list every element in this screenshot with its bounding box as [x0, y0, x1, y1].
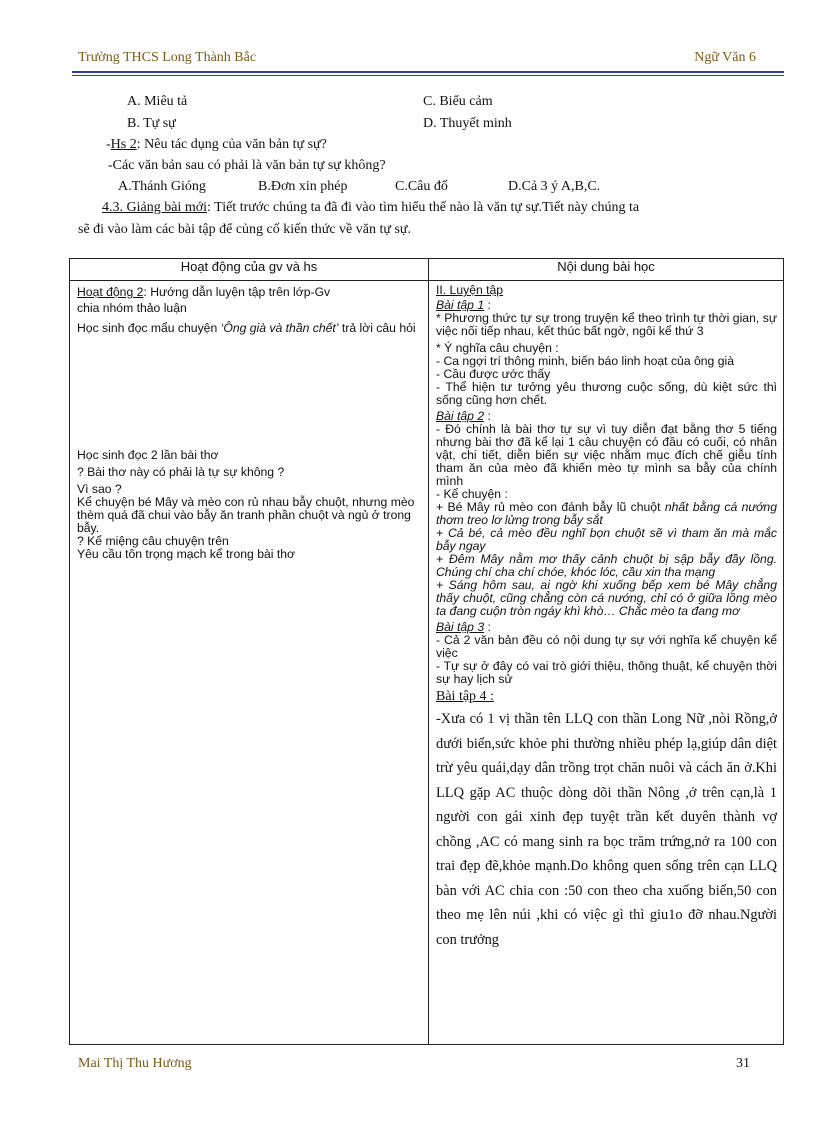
exercise-1-p4: - Cầu được ước thấy [436, 367, 551, 381]
author-name: Mai Thị Thu Hương [78, 1056, 192, 1071]
exercise-4-label: Bài tập 4 : [436, 689, 494, 704]
section-line2: sẽ đi vào làm các bài tập để củng cố kiến thức về văn tự sự. [78, 222, 411, 237]
exercise-2-p3-italic: nhất bằng cá nướng thơm treo lơ lửng trong bẫy sắt [436, 500, 777, 527]
read-story [77, 322, 422, 335]
activities-cell [70, 281, 429, 1045]
exercise-2-p3-text: + Bé Mây rủ mèo con đánh bẫy lũ chuột [436, 500, 665, 514]
exercise-1-p2: * Ý nghĩa câu chuyện : [436, 341, 559, 355]
part-heading: II. Luyện tập [436, 283, 504, 297]
option-b: B. Tự sự [127, 116, 176, 131]
read-poem: Học sinh đọc 2 lần bài thơ [77, 448, 219, 462]
lesson-table [69, 258, 784, 1045]
activity-2 [77, 286, 422, 299]
question-why: Vì sao ? [77, 482, 122, 496]
hs2-question: -Hs 2: Nêu tác dụng của văn bản tự sự? [106, 137, 327, 152]
exercise-2-p3 [436, 501, 777, 527]
header-activities: Hoạt động của gv và hs [70, 259, 429, 281]
exercise-1-p5: - Thể hiện tư tưởng yêu thương cuộc sống, dù kiệt sức thì sống cũng hơn chết. [436, 380, 777, 407]
retell-requirement: Yêu cầu tôn trọng mạch kể trong bài thơ [77, 547, 296, 561]
exercise-2-p2: - Kể chuyện : [436, 487, 508, 501]
question-retell: ? Kể miệng câu chuyện trên [77, 534, 229, 548]
option2-b: B.Đơn xin phép [258, 179, 348, 194]
activity-2-label: Hoạt động 2 [77, 285, 144, 299]
option-d: D. Thuyết minh [423, 116, 512, 131]
option2-a: A.Thánh Gióng [118, 179, 206, 194]
section-line1: : Tiết trước chúng ta đã đi vào tìm hiểu thế nào là văn tự sự.Tiết này chúng ta [207, 200, 640, 215]
section-label: 4.3. Giảng bài mới [102, 200, 207, 215]
option2-d: D.Cả 3 ý A,B,C. [508, 179, 601, 194]
header-rule-thin [72, 75, 784, 76]
exercise-2-p1: - Đó chính là bài thơ tự sự vì tuy diễn đạt bằng thơ 5 tiếng nhưng bài thơ đã kể lại 1 câu chuyện có đầu có cuối, có nhân vật, chi tiết, diễn biến sự việc nhằm mục đích chế giễu tính tham ăn của mèo đã khiến mèo tự mình sa bẫy của chính mình [436, 422, 777, 488]
exercise-2-p5: + Đêm Mây nằm mơ thấy cảnh chuột bị sập bẫy đầy lồng. Chúng chí cha chí chóe, khóc lóc, cầu xin tha mạng [436, 552, 777, 579]
exercise-3-p2: - Tự sự ở đây có vai trò giới thiệu, thông thuật, kể chuyện thời sự hay lịch sử [436, 659, 777, 686]
exercise-3-p1: - Cả 2 văn bản đều có nội dung tự sự với nghĩa kể chuyện kể việc [436, 633, 777, 660]
story-title: ‘Ông già và thần chết’ [220, 321, 339, 335]
read-story-pre: Học sinh đọc mẩu chuyện [77, 321, 221, 335]
exercise-1-p1: * Phương thức tự sự trong truyện kể theo trình tự thời gian, sự việc nối tiếp nhau, kết thúc bất ngờ, ngôi kể thứ 3 [436, 311, 777, 338]
exercise-2-label: Bài tập 2 [436, 409, 485, 423]
content-cell [429, 281, 784, 1045]
subject-name: Ngữ Văn 6 [694, 50, 756, 65]
school-name: Trường THCS Long Thành Bắc [78, 50, 257, 65]
page-header [78, 50, 784, 66]
exercise-2-p6: + Sáng hôm sau, ai ngờ khi xuống bếp xem bé Mây chẳng thấy chuột, cũng chẳng còn cá nướng, chỉ có ở giữa lồng mèo ta đang cuộn tròn ngáy khì khò… Chắc mèo ta đang mơ [436, 578, 777, 618]
question-poem: ? Bài thơ này có phải là tự sự không ? [77, 465, 285, 479]
page-footer [78, 1056, 750, 1072]
page-number: 31 [736, 1056, 750, 1071]
question-2: -Các văn bản sau có phải là văn bản tự sự không? [108, 158, 386, 173]
section-heading [102, 200, 639, 216]
activity-2-text: : Hướng dẫn luyện tập trên lớp-Gv [143, 285, 331, 299]
story-summary: Kể chuyện bé Mây và mèo con rủ nhau bẫy chuột, nhưng mèo thèm quá đã chui vào bẫy ăn tranh phần chuột và ngủ ở trong bẫy. [77, 495, 415, 535]
exercise-1-p3: - Ca ngợi trí thông minh, biến báo linh hoạt của ông già [436, 354, 734, 368]
option-c: C. Biểu cảm [423, 94, 493, 109]
exercise-3: Bài tập 3 : [436, 620, 491, 634]
activity-2-text2: chia nhóm thảo luận [77, 301, 187, 315]
exercise-3-label: Bài tập 3 [436, 620, 485, 634]
option-a: A. Miêu tả [127, 94, 188, 109]
header-content: Nội dung bài học [429, 259, 784, 281]
exercise-1: Bài tập 1 : [436, 298, 491, 312]
exercise-1-label: Bài tập 1 [436, 298, 485, 312]
exercise-2-p4: + Cả bé, cả mèo đều nghĩ bọn chuột sẽ vì tham ăn mà mắc bẫy ngay [436, 526, 777, 553]
header-rule-thick [72, 71, 784, 73]
option2-c: C.Câu đố [395, 179, 448, 194]
read-story-post: trả lời câu hỏi [341, 321, 416, 335]
hs2-text: : Nêu tác dụng của văn bản tự sự? [136, 137, 327, 152]
exercise-2: Bài tập 2 : [436, 409, 491, 423]
hs2-label: Hs 2 [110, 137, 137, 152]
exercise-4-p1: -Xưa có 1 vị thần tên LLQ con thần Long Nữ ,nòi Rồng,ở dưới biển,sức khỏe phi thường nhiều phép lạ,giúp dân diệt trừ yêu quái,dạy dân trồng trọt chăn nuôi và cách ăn ở.Khi LLQ gặp AC thuộc dòng dõi thần Nông ,ở trên cạn,là 1 người con gái xinh đẹp tuyệt trần kết duyên thành vợ chồng ,AC có mang sinh ra bọc trăm trứng,nở ra 100 con trai đẹp đẽ,khỏe mạnh.Do không quen sống trên cạn LLQ bàn với AC chia con :50 con theo cha xuống biển,50 con theo mẹ lên núi ,khi có việc gì thì giu1o đỡ nhau.Người con trưởng [436, 711, 777, 948]
